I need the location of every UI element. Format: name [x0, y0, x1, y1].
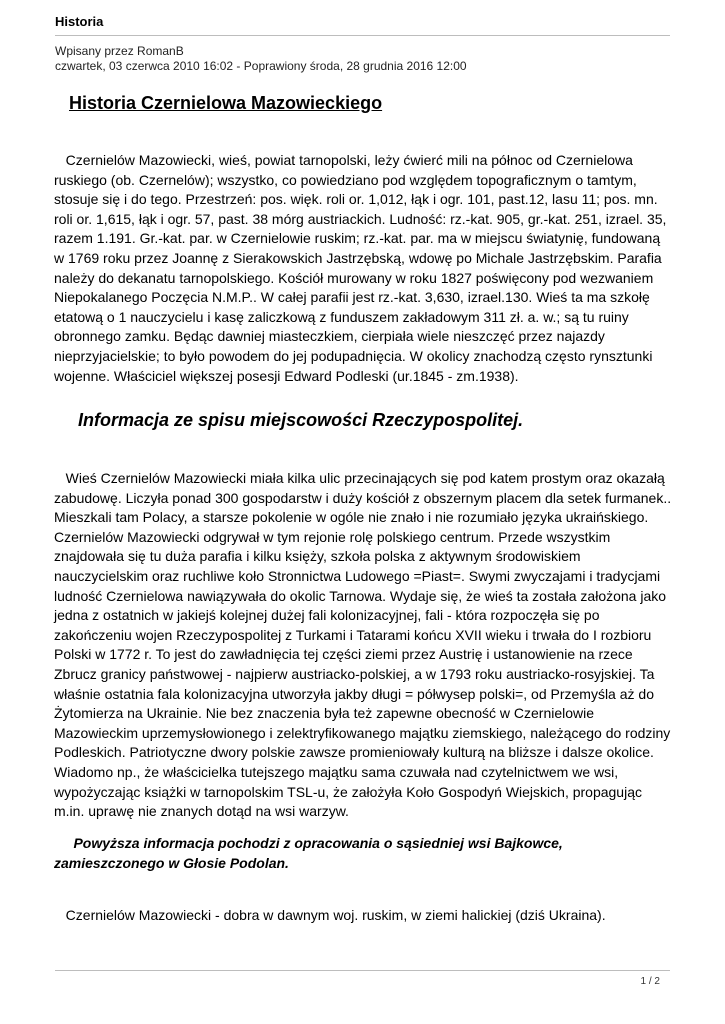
page-number: 1 / 2	[640, 976, 660, 987]
header-divider	[55, 35, 670, 36]
section-subheading: Informacja ze spisu miejscowości Rzeczypospolitej.	[78, 410, 524, 430]
page-header	[55, 14, 670, 74]
section-label: Historia	[55, 14, 104, 29]
date-line: czwartek, 03 czerwca 2010 16:02 - Poprawiony środa, 28 grudnia 2016 12:00	[55, 59, 467, 73]
paragraph-history: Czernielów Mazowiecki, wieś, powiat tarnopolski, leży ćwierć mili na północ od Czernielowa ruskiego (ob. Czernelów); wszystko, co powiedziano pod względem topograficznym o tamtym, stosuje się i do tego. Przestrzeń: pos. więk. roli or. 1,012, łąk i ogr. 101, past.12, lasu 11; pos. mn. roli or. 1,615, łąk i ogr. 57, past. 38 mórg austriackich. Ludność: rz.-kat. 905, gr.-kat. 251, izrael. 35, razem 1.191. Gr.-kat. par. w Czernielowie ruskim; rz.-kat. par. ma w miejscu światynię, fundowaną w 1769 roku przez Joannę z Sierakowskich Jastrzębską, wdowę po Michale Jastrzębskim. Parafia należy do dekanatu tarnopolskiego. Kościół murowany w roku 1827 poświęcony pod wezwaniem Niepokalanego Poczęcia N.M.P.. W całej parafii jest rz.-kat. 3,630, izrael.130. Wieś ta ma szkołę etatową o 1 nauczycielu i kasę zaliczkową z funduszem zakładowym 311 zł. a. w.; są tu ruiny obronnego zamku. Będąc dawniej miasteczkiem, cierpiała wiele nieszczęć przez najazdy nieprzyjacielskie; to było powodem do jej podupadnięcia. W okolicy znachodzą często rynsztunki wojenne. Właściciel większej posesji Edward Podleski (ur.1845 - zm.1938).	[54, 152, 671, 384]
paragraph-estate: Czernielów Mazowiecki - dobra w dawnym woj. ruskim, w ziemi halickiej (dziś Ukraina).	[54, 907, 606, 923]
footer-divider	[55, 970, 670, 971]
paragraph-village-description: Wieś Czernielów Mazowiecki miała kilka ulic przecinających się pod katem prostym oraz okazałą zabudowę. Liczyła ponad 300 gospodarstw i duży kościół z obszernym placem dla setek furmanek.. Mieszkali tam Polacy, a starsze pokolenie w ogóle nie znało i nie rozumiało języka ukraińskiego. Czernielów Mazowiecki odgrywał w tym rejonie rolę polskiego centrum. Przede wszystkim znajdowała się tu duża parafia i kilku księży, szkoła polska z aktywnym środowiskiem nauczycielskim oraz ruchliwe koło Stronnictwa Ludowego =Piast=. Swymi zwyczajami i tradycjami ludność Czernielowa nawiązywała do okolic Tarnowa. Wydaje się, że wieś ta została założona jako jedna z ostatnich w jakiejś kolejnej dużej fali kolonizacyjnej, fali - która rozpoczęła się po zakończeniu wojen Rzeczypospolitej z Turkami i Tatarami końcu XVII wieku i trwała do I rozbioru Polski w 1772 r. To jest do zawładnięcia tej części ziemi przez Austrię i ustanowienie na rzece Zbrucz granicy państwowej - najpierw austriacko-polskiej, a w 1793 roku austriacko-rosyjskiej. Ta właśnie ostatnia fala kolonizacyjna utworzyła jakby długi = półwysep polski=, od Przemyśla aż do Żytomierza na Ukrainie. Nie bez znaczenia była też zapewne obecność w Czernielowie Mazowieckim uprzemysłowionego i zelektryfikowanego majątku ziemskiego, należącego do rodziny Podleskich. Patriotyczne dwory polskie zawsze promieniowały kulturą na bliższe i dalsze okolice. Wiadomo np., że właścicielka tutejszego majątku sama czuwała nad czytelnictwem we wsi, wypożyczając książki w tarnopolskim TSL-u, że założyła Koło Gospodyń Wiejskich, propagując m.in. uprawę nie znanych dotąd na wsi warzyw.	[54, 470, 675, 820]
article-title: Historia Czernielowa Mazowieckiego	[69, 93, 383, 113]
source-note: Powyższa informacja pochodzi z opracowania o sąsiedniej wsi Bajkowce, zamieszczonego w Głosie Podolan.	[54, 835, 567, 871]
article-meta	[55, 44, 670, 74]
author-line: Wpisany przez RomanB	[55, 44, 184, 58]
